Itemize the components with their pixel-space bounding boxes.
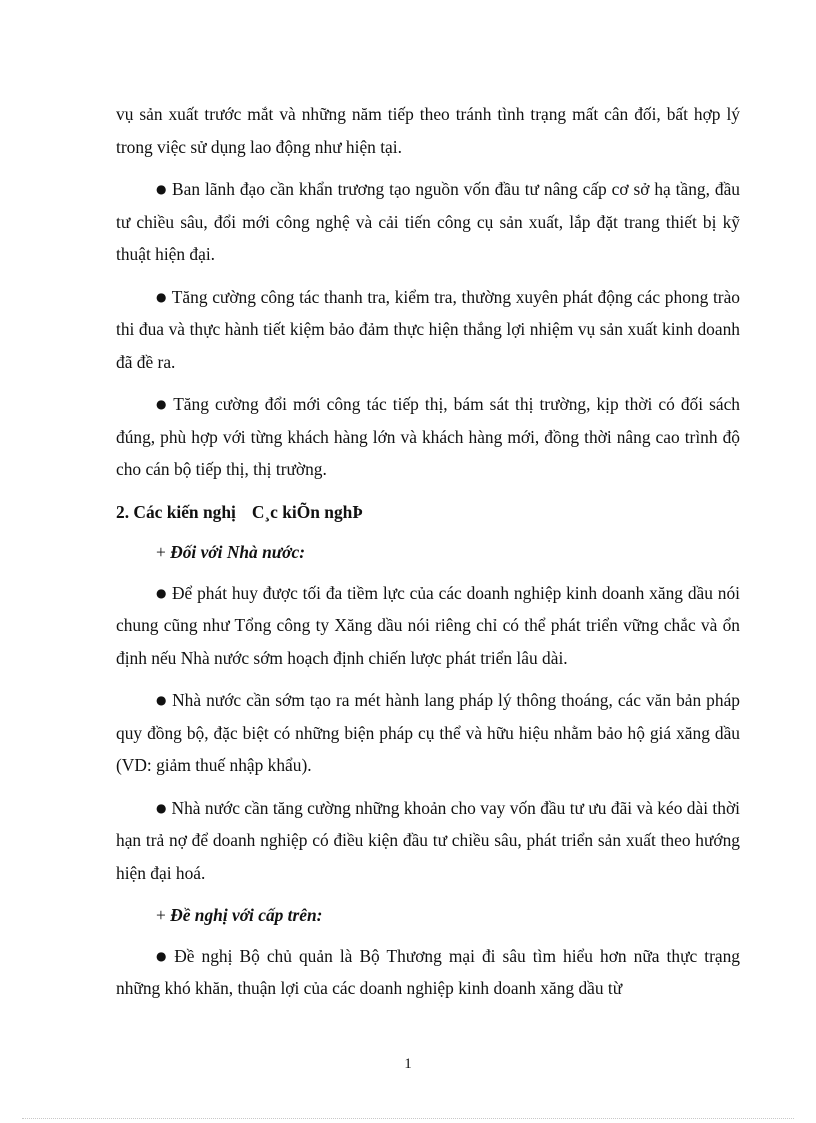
paragraph-text: Nhà nước cần sớm tạo ra mét hành lang pháp lý thông thoáng, các văn bản pháp quy đồng bộ, đặc biệt có những biện pháp cụ thể và hữu hiệu nhằm bảo hộ giá xăng dầu (VD: giảm thuế nhập khẩu).	[116, 690, 740, 775]
subheading-prefix: +	[156, 542, 171, 562]
bullet-paragraph-loans	[116, 792, 740, 890]
bullet-icon: ●	[156, 182, 168, 196]
subheading-text: Đề nghị với cấp trên:	[170, 905, 323, 925]
bullet-icon: ●	[156, 800, 167, 815]
bullet-paragraph-strategy	[116, 577, 740, 675]
bullet-paragraph-legal	[116, 684, 740, 782]
bullet-icon: ●	[156, 585, 167, 600]
subheading-superior	[116, 899, 740, 932]
bullet-icon: ●	[156, 289, 167, 304]
paragraph-text: Để phát huy được tối đa tiềm lực của các doanh nghiệp kinh doanh xăng dầu nói chung cũng như Tổng công ty Xăng dầu nói riêng chỉ có thể phát triển vững chắc và ổn định nếu Nhà nước sớm hoạch định chiến lược phát triển lâu dài.	[116, 582, 740, 668]
bullet-paragraph-ministry	[116, 940, 740, 1005]
paragraph-text: Đề nghị Bộ chủ quản là Bộ Thương mại đi sâu tìm hiểu hơn nữa thực trạng những khó khăn, thuận lợi của các doanh nghiệp kinh doanh xăng dầu từ	[116, 945, 740, 998]
page-bottom-divider	[22, 1118, 794, 1119]
bullet-icon: ●	[156, 693, 168, 707]
paragraph-text: Tăng cường đổi mới công tác tiếp thị, bám sát thị trường, kịp thời có đối sách đúng, phù hợp với từng khách hàng lớn và khách hàng mới, đồng thời nâng cao trình độ cho cán bộ tiếp thị, thị trường.	[116, 394, 740, 479]
subheading-state	[116, 536, 740, 569]
section-heading	[116, 496, 740, 529]
paragraph-continuation	[116, 98, 740, 163]
subheading-text: Đối với Nhà nước:	[170, 542, 306, 562]
bullet-paragraph-marketing	[116, 388, 740, 486]
section-heading-text: 2. Các kiến nghị	[116, 501, 236, 522]
section-heading-garbled: C¸c kiÕn nghÞ	[251, 501, 363, 522]
bullet-paragraph-inspection	[116, 281, 740, 379]
paragraph-text: Ban lãnh đạo cần khẩn trương tạo nguồn vốn đầu tư nâng cấp cơ sở hạ tầng, đầu tư chiều sâu, đổi mới công nghệ và cải tiến công cụ sản xuất, lắp đặt trang thiết bị kỹ thuật hiện đại.	[116, 179, 740, 264]
paragraph-text: vụ sản xuất trước mắt và những năm tiếp theo tránh tình trạng mất cân đối, bất hợp lý trong việc sử dụng lao động như hiện tại.	[116, 104, 740, 157]
bullet-icon: ●	[156, 397, 169, 411]
subheading-prefix: +	[156, 905, 171, 925]
document-body	[116, 98, 740, 1015]
page-number: 1	[404, 1056, 412, 1072]
paragraph-text: Tăng cường công tác thanh tra, kiểm tra, thường xuyên phát động các phong trào thi đua và thực hành tiết kiệm bảo đảm thực hiện thắng lợi nhiệm vụ sản xuất kinh doanh đã đề ra.	[116, 286, 740, 372]
bullet-paragraph-leadership	[116, 173, 740, 271]
bullet-icon: ●	[156, 948, 170, 963]
paragraph-text: Nhà nước cần tăng cường những khoản cho vay vốn đầu tư ưu đãi và kéo dài thời hạn trả nợ để doanh nghiệp có điều kiện đầu tư chiều sâu, phát triển sản xuất theo hướng hiện đại hoá.	[116, 797, 740, 883]
